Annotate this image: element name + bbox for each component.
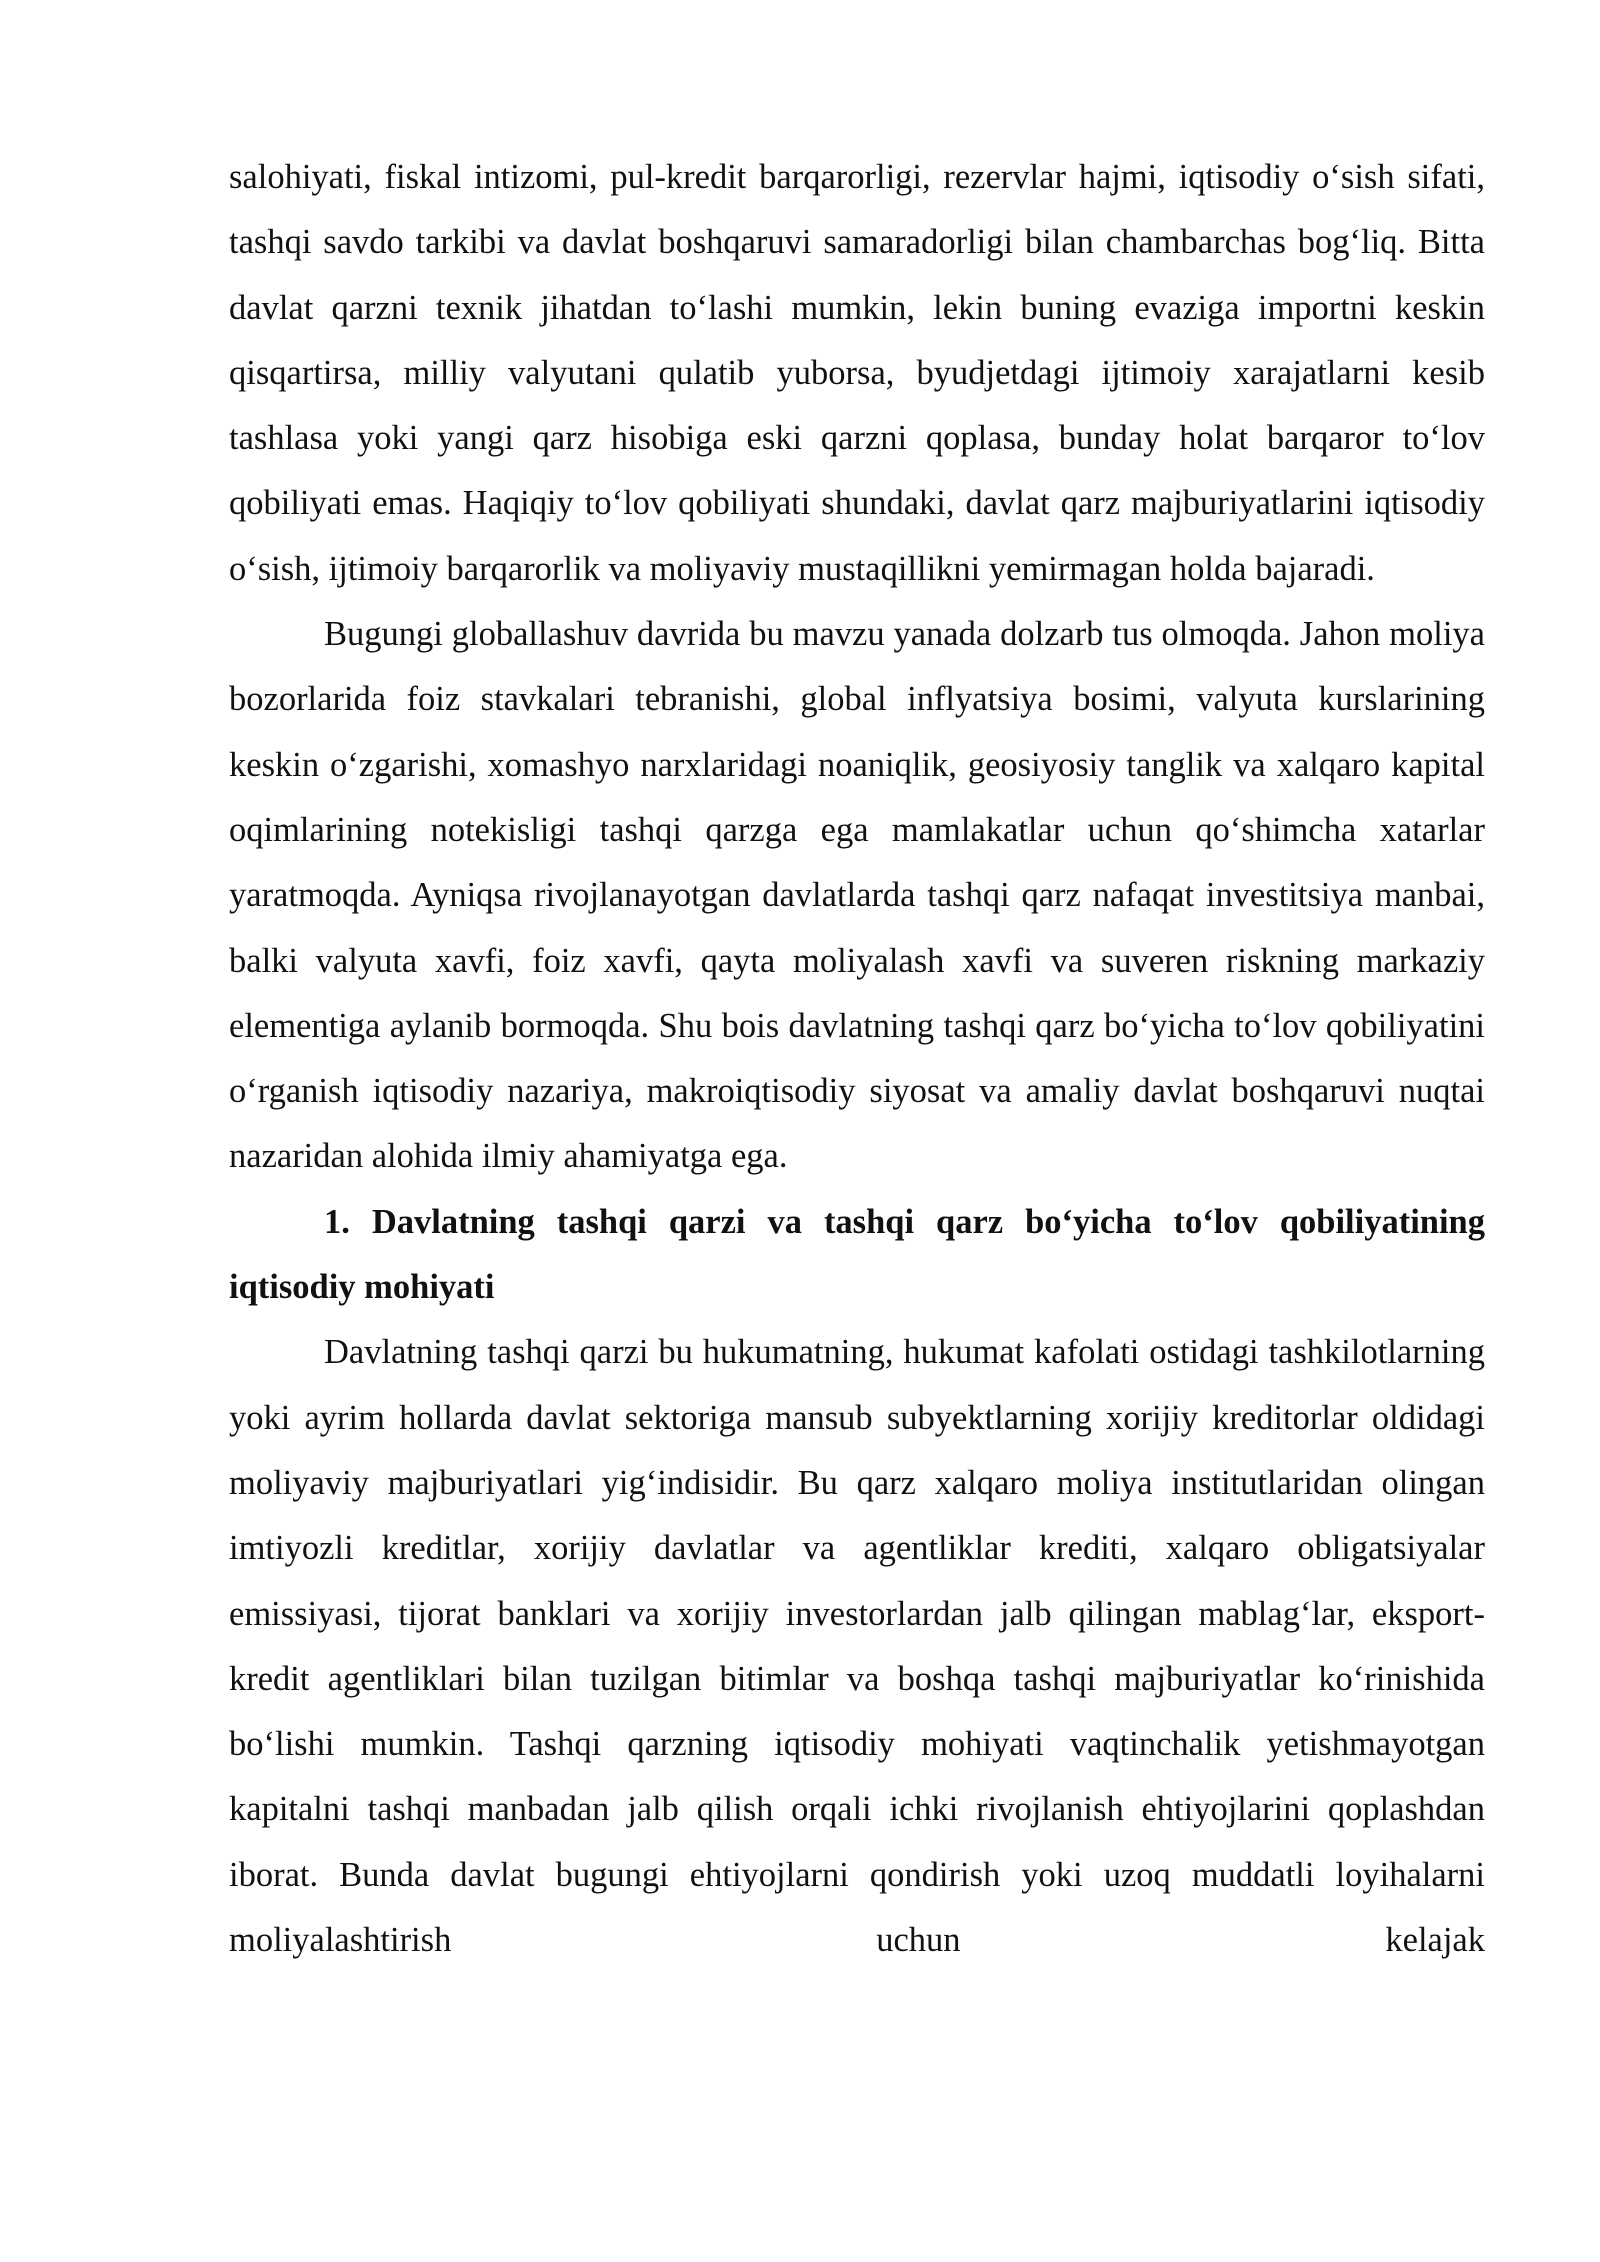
document-page	[229, 145, 1485, 1973]
paragraph-globalization: Bugungi globallashuv davrida bu mavzu yanada dolzarb tus olmoqda. Jahon moliya bozorlarida foiz stavkalari tebranishi, global inflyatsiya bosimi, valyuta kurslarining keskin o‘zgarishi, xomashyo narxlaridagi noaniqlik, geosiyosiy tanglik va xalqaro kapital oqimlarining notekisligi tashqi qarzga ega mamlakatlar uchun qo‘shimcha xatarlar yaratmoqda. Ayniqsa rivojlanayotgan davlatlarda tashqi qarz nafaqat investitsiya manbai, balki valyuta xavfi, foiz xavfi, qayta moliyalash xavfi va suveren riskning markaziy elementiga aylanib bormoqda. Shu bois davlatning tashqi qarz bo‘yicha to‘lov qobiliyatini o‘rganish iqtisodiy nazariya, makroiqtisodiy siyosat va amaliy davlat boshqaruvi nuqtai nazaridan alohida ilmiy ahamiyatga ega.	[229, 615, 1485, 1176]
paragraph-external-debt-definition: Davlatning tashqi qarzi bu hukumatning, hukumat kafolati ostidagi tashkilotlarning yoki ayrim hollarda davlat sektoriga mansub subyektlarning xorijiy kreditorlar oldidagi moliyaviy majburiyatlari yig‘indisidir. Bu qarz xalqaro moliya institutlaridan olingan imtiyozli kreditlar, xorijiy davlatlar va agentliklar krediti, xalqaro obligatsiyalar emissiyasi, tijorat banklari va xorijiy investorlardan jalb qilingan mablag‘lar, eksport-kredit agentliklari bilan tuzilgan bitimlar va boshqa tashqi majburiyatlar ko‘rinishida bo‘lishi mumkin. Tashqi qarzning iqtisodiy mohiyati vaqtinchalik yetishmayotgan kapitalni tashqi manbadan jalb qilish orqali ichki rivojlanish ehtiyojlarini qoplashdan iborat. Bunda davlat bugungi ehtiyojlarni qondirish yoki uzoq muddatli loyihalarni moliyalashtirish uchun kelajak	[229, 1333, 1485, 1960]
paragraph-continuation: salohiyati, fiskal intizomi, pul-kredit barqarorligi, rezervlar hajmi, iqtisodiy o‘sish sifati, tashqi savdo tarkibi va davlat boshqaruvi samaradorligi bilan chambarchas bog‘liq. Bitta davlat qarzni texnik jihatdan to‘lashi mumkin, lekin buning evaziga importni keskin qisqartirsa, milliy valyutani qulatib yuborsa, byudjetdagi ijtimoiy xarajatlarni kesib tashlasa yoki yangi qarz hisobiga eski qarzni qoplasa, bunday holat barqaror to‘lov qobiliyati emas. Haqiqiy to‘lov qobiliyati shundaki, davlat qarz majburiyatlarini iqtisodiy o‘sish, ijtimoiy barqarorlik va moliyaviy mustaqillikni yemirmagan holda bajaradi.	[229, 158, 1485, 588]
section-heading: 1. Davlatning tashqi qarzi va tashqi qarz bo‘yicha to‘lov qobiliyatining iqtisodiy mohiyati	[229, 1202, 1485, 1307]
